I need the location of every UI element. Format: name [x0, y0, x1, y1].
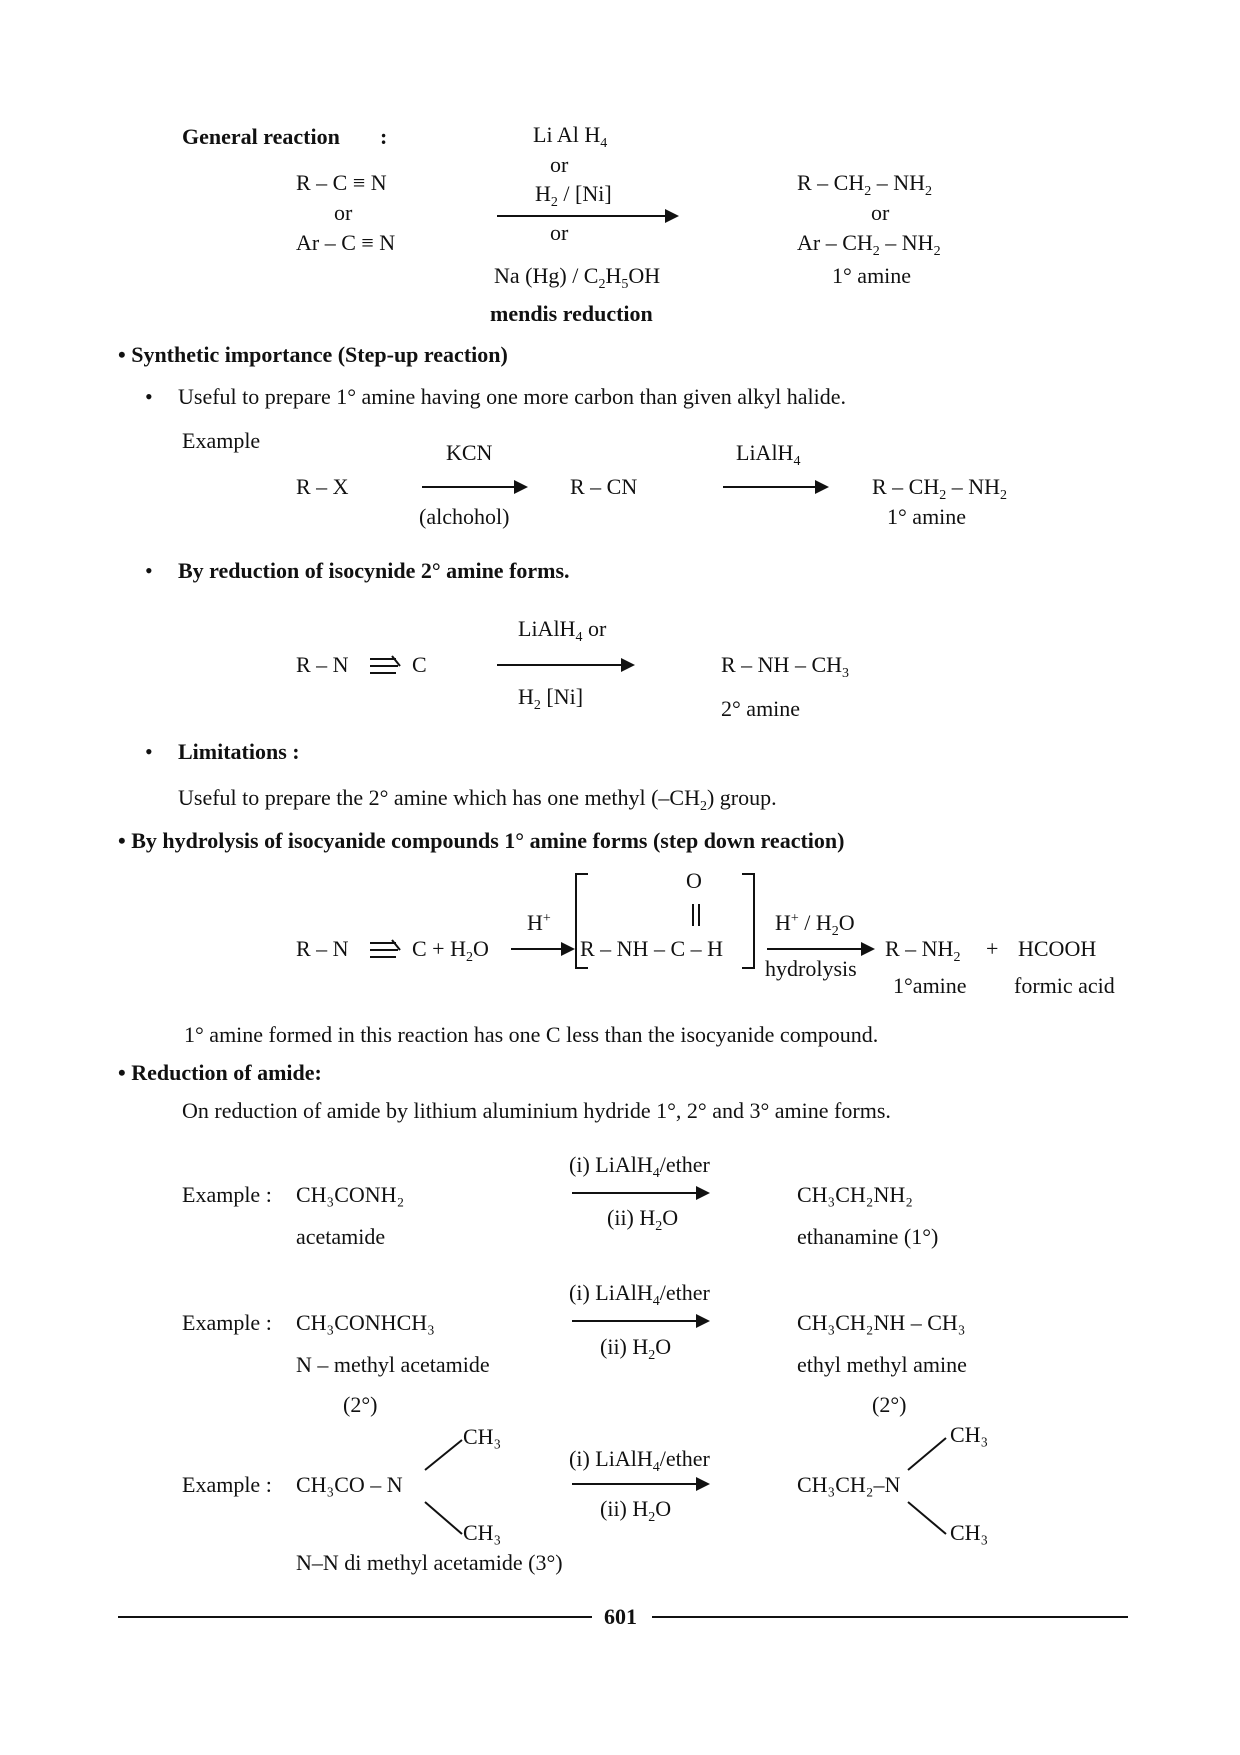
amide-ex2-product-name: ethyl methyl amine — [797, 1352, 967, 1377]
amide-ex1-product-name: ethanamine (1°) — [797, 1224, 939, 1249]
hydrolysis-arrow-2 — [767, 948, 873, 950]
amide-ex2-arrow — [572, 1320, 708, 1322]
general-reagent-h2ni: $H_2 / [Ni]$ — [535, 181, 612, 210]
general-reagent-or-1: or — [550, 152, 569, 177]
amide-ex3-product-ch3-top: CH₃ — [950, 1422, 989, 1447]
synthetic-example-label: Example — [182, 428, 261, 453]
general-colon: : — [380, 124, 388, 149]
isocyanide-reagent-bottom: $H_2$ [Ni] — [518, 684, 584, 713]
general-product-2: Ar – $CH_2 - NH_2$ — [797, 230, 941, 259]
synthetic-reagent-alcohol: (alchohol) — [419, 504, 510, 529]
amide-ex2-label: Example : — [182, 1310, 272, 1335]
general-reagent-na: Na $(Hg) / C_2H_5OH$ — [494, 263, 661, 292]
general-reaction-name: mendis reduction — [490, 301, 653, 326]
general-reactant-1: R – C ≡ N — [296, 170, 387, 195]
amide-ex2-reactant-name: N – methyl acetamide — [296, 1352, 490, 1377]
synthetic-arrow-2 — [723, 486, 827, 488]
amide-ex2-product-degree: (2°) — [872, 1392, 907, 1417]
amide-ex1-product: CH₃CH₂NH₂ — [797, 1182, 913, 1207]
amide-ex3-arrow — [572, 1483, 708, 1485]
general-heading: General reaction — [182, 124, 340, 149]
isocyanide-product: R – NH – $CH_3$ — [721, 652, 850, 681]
synthetic-product: R – $CH_2 - NH_2$ — [872, 474, 1008, 503]
hydrolysis-plus: + — [986, 936, 999, 961]
page-number: 601 — [604, 1604, 637, 1629]
hydrolysis-intermediate: R – NH – C – H — [580, 936, 724, 961]
limitations-bullet: • — [145, 739, 153, 764]
synthetic-product-label: 1° amine — [887, 504, 967, 529]
isocyanide-heading: By reduction of isocynide 2° amine forms. — [178, 558, 570, 583]
amide-ex1-reagent-top: (i) LiAlH$_4$/ether — [569, 1152, 710, 1181]
footer-rule-right — [652, 1616, 1128, 1618]
amide-ex1-arrow — [572, 1192, 708, 1194]
synthetic-reagent-lialh4: LiAlH$_4$ — [736, 440, 801, 469]
general-reaction-arrow — [497, 215, 677, 217]
amide-ex3-reactant-ch3-bottom: CH₃ — [463, 1520, 502, 1545]
amide-ex2-reactant-degree: (2°) — [343, 1392, 378, 1417]
synthetic-intermediate: R – CN — [570, 474, 638, 499]
hydrolysis-product2-label: formic acid — [1014, 973, 1115, 998]
hydrolysis-reagent-2: $H^+ / H_2O$ — [775, 910, 855, 939]
synthetic-heading: • Synthetic importance (Step-up reaction) — [118, 342, 508, 367]
amide-ex3-product: CH₃CH₂–N — [797, 1472, 901, 1497]
hydrolysis-reagent-h-plus: H+ — [527, 910, 551, 935]
isocyanide-product-label: 2° amine — [721, 696, 801, 721]
amide-ex1-reactant-name: acetamide — [296, 1224, 386, 1249]
hydrolysis-product-amine: R – $NH_2$ — [885, 936, 961, 965]
isocyanide-arrow — [497, 664, 633, 666]
hydrolysis-product-hcooh: HCOOH — [1018, 936, 1097, 961]
synthetic-bullet: • — [145, 384, 153, 409]
general-product-label: 1° amine — [832, 263, 912, 288]
amide-ex1-reactant: CH₃CONH₂ — [296, 1182, 405, 1207]
hydrolysis-reactant-water: $C + H_2O$ — [412, 936, 489, 965]
general-product-1: R – $CH_2 - NH_2$ — [797, 170, 933, 199]
hydrolysis-note: 1° amine formed in this reaction has one C less than the isocyanide compound. — [184, 1022, 879, 1047]
isocyanide-reagent-top: LiAlH$_4$ or — [518, 616, 607, 645]
amide-ex2-reagent-top: (i) LiAlH$_4$/ether — [569, 1280, 710, 1309]
amide-ex3-label: Example : — [182, 1472, 272, 1497]
isocyanide-reactant-rn: R – N — [296, 652, 349, 677]
general-reagent-or-2: or — [550, 220, 569, 245]
amide-ex2-reagent-bottom: (ii) $H_2O$ — [600, 1334, 672, 1363]
hydrolysis-arrow-1 — [511, 948, 573, 950]
synthetic-reactant: R – X — [296, 474, 349, 499]
amide-ex3-reactant-name: N–N di methyl acetamide (3°) — [296, 1550, 563, 1575]
amide-ex2-product: CH₃CH₂NH – CH₃ — [797, 1310, 966, 1335]
general-reactant-or: or — [334, 200, 353, 225]
synthetic-bullet-text: Useful to prepare 1° amine having one more carbon than given alkyl halide. — [178, 384, 846, 409]
hydrolysis-reagent-2-bottom: hydrolysis — [765, 956, 857, 981]
isocyanide-reactant-c: C — [412, 652, 427, 677]
synthetic-arrow-1 — [422, 486, 526, 488]
hydrolysis-reactant-rn: R – N — [296, 936, 349, 961]
general-product-or: or — [871, 200, 890, 225]
amide-ex2-reactant: CH₃CONHCH₃ — [296, 1310, 435, 1335]
amide-ex3-reactant-ch3-top: CH₃ — [463, 1424, 502, 1449]
hydrolysis-intermediate-oxygen: O — [686, 868, 702, 893]
hydrolysis-heading: • By hydrolysis of isocyanide compounds 1° amine forms (step down reaction) — [118, 828, 845, 853]
amide-ex1-reagent-bottom: (ii) $H_2O$ — [607, 1205, 679, 1234]
footer-rule-left — [118, 1616, 592, 1618]
amide-ex3-reactant: CH₃CO – N — [296, 1472, 403, 1497]
isocyanide-bullet: • — [145, 558, 153, 583]
general-reagent-lialh4: Li Al $H_4$ — [533, 122, 608, 151]
amide-text: On reduction of amide by lithium aluminium hydride 1°, 2° and 3° amine forms. — [182, 1098, 891, 1123]
amide-ex3-reagent-bottom: (ii) $H_2O$ — [600, 1496, 672, 1525]
amide-ex1-label: Example : — [182, 1182, 272, 1207]
amide-ex3-reagent-top: (i) LiAlH$_4$/ether — [569, 1446, 710, 1475]
general-reactant-2: Ar – C ≡ N — [296, 230, 396, 255]
limitations-heading: Limitations : — [178, 739, 300, 764]
amide-ex3-product-bonds — [900, 1434, 956, 1544]
isocyanide-triple-bond — [368, 654, 402, 678]
limitations-text: Useful to prepare the 2° amine which has one methyl $(-CH_2)$ group. — [178, 785, 777, 814]
hydrolysis-triple-bond — [368, 938, 402, 962]
synthetic-reagent-kcn: KCN — [446, 440, 493, 465]
amide-ex3-product-ch3-bottom: CH₃ — [950, 1520, 989, 1545]
hydrolysis-product-label: 1°amine — [893, 973, 967, 998]
amide-heading: • Reduction of amide: — [118, 1060, 322, 1085]
